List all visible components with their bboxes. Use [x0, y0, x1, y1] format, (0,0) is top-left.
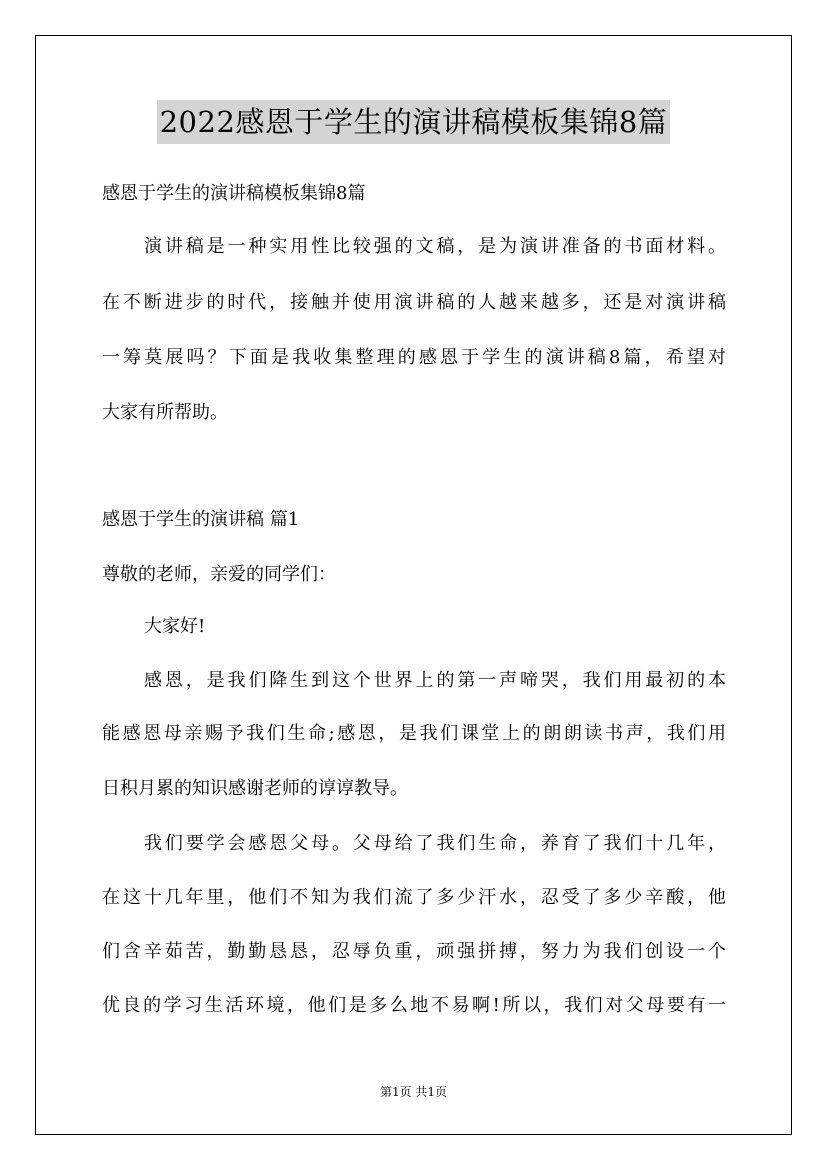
paragraph-line: 能感恩母亲赐予我们生命;感恩，是我们课堂上的朗朗读书声，我们用 — [102, 723, 726, 744]
intro-line: 在不断进步的时代，接触并使用演讲稿的人越来越多，还是对演讲稿 — [102, 292, 726, 313]
intro-line: 一筹莫展吗？下面是我收集整理的感恩于学生的演讲稿8篇，希望对 — [102, 347, 726, 368]
paragraph-line: 在这十几年里，他们不知为我们流了多少汗水，忍受了多少辛酸，他 — [102, 887, 726, 908]
page-footer: 第1页 共1页 — [379, 1085, 448, 1099]
section-heading: 感恩于学生的演讲稿 篇1 — [102, 509, 300, 530]
greeting: 大家好! — [144, 616, 206, 637]
document-title: 2022感恩于学生的演讲稿模板集锦8篇 — [157, 100, 671, 144]
intro-line: 大家有所帮助。 — [102, 402, 228, 423]
salutation: 尊敬的老师，亲爱的同学们： — [102, 564, 336, 585]
paragraph-line: 优良的学习生活环境，他们是多么地不易啊!所以，我们对父母要有一 — [102, 995, 726, 1016]
document-subtitle: 感恩于学生的演讲稿模板集锦8篇 — [102, 183, 366, 204]
intro-line: 演讲稿是一种实用性比较强的文稿，是为演讲准备的书面材料。 — [144, 236, 726, 257]
paragraph-line: 们含辛茹苦，勤勤恳恳，忍辱负重，顽强拼搏，努力为我们创设一个 — [102, 941, 726, 962]
title-wrap — [0, 100, 827, 144]
paragraph-line: 感恩，是我们降生到这个世界上的第一声啼哭，我们用最初的本 — [144, 670, 726, 691]
paragraph-line: 日积月累的知识感谢老师的谆谆教导。 — [102, 778, 408, 799]
paragraph-line: 我们要学会感恩父母。父母给了我们生命，养育了我们十几年， — [144, 833, 726, 854]
